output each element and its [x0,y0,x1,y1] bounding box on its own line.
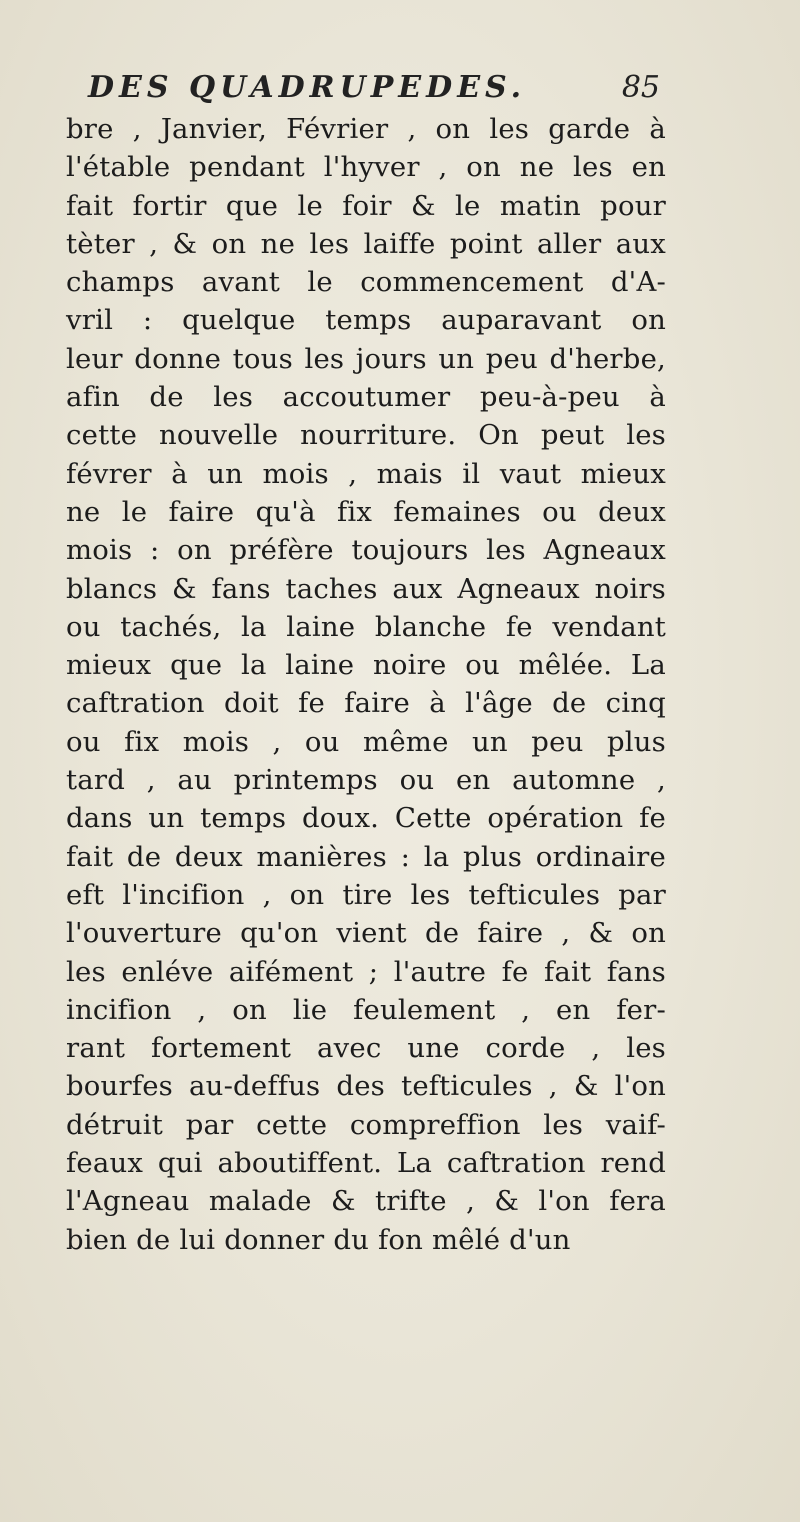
text-line: bien de lui donner du fon mêlé d'un [66,1223,571,1256]
text-line: dans un temps doux. Cette opération fe [66,802,666,835]
body-text [66,110,666,1259]
text-line: champs avant le commencement d'A- [66,266,666,299]
text-line: bre , Janvier, Février , on les garde à [66,113,666,145]
text-line: l'ouverture qu'on vient de faire , & on [66,917,666,950]
text-line: l'étable pendant l'hyver , on ne les en [66,151,666,184]
text-line: incifion , on lie feulement , en fer- [66,993,666,1026]
text-line: eft l'incifion , on tire les tefticules par [66,878,666,911]
page-number: 85 [621,70,660,105]
text-line: afin de les accoutumer peu-à-peu à [66,381,666,414]
running-head [88,70,660,114]
text-line: tard , au printemps ou en automne , [66,764,666,797]
text-line: mois : on préfère toujours les Agneaux [66,534,666,567]
text-line: tèter , & on ne les laiffe point aller aux [66,227,666,260]
text-line: détruit par cette compreffion les vaif- [66,1108,666,1141]
text-line: leur donne tous les jours un peu d'herbe, [66,342,666,375]
text-line: févrer à un mois , mais il vaut mieux [66,457,666,490]
text-line: fait fortir que le foir & le matin pour [66,189,666,222]
text-line: fait de deux manières : la plus ordinaire [66,840,666,873]
text-line: vril : quelque temps auparavant on [66,304,666,337]
text-line: les enléve aifément ; l'autre fe fait fans [66,955,666,988]
text-line: ou tachés, la laine blanche fe vendant [66,610,666,643]
text-line: cette nouvelle nourriture. On peut les [66,419,666,452]
text-line: bourfes au-deffus des tefticules , & l'on [66,1070,666,1103]
text-line: blancs & fans taches aux Agneaux noirs [66,572,666,605]
text-line: ou fix mois , ou même un peu plus [66,725,666,758]
text-line: feaux qui aboutiffent. La caftration rend [66,1147,666,1180]
running-title: DES QUADRUPEDES. [88,70,527,105]
text-line: rant fortement avec une corde , les [66,1032,666,1065]
text-line: ne le faire qu'à fix femaines ou deux [66,495,666,528]
text-line: mieux que la laine noire ou mêlée. La [66,649,666,682]
text-line: l'Agneau malade & trifte , & l'on fera [66,1185,666,1218]
text-line: caftration doit fe faire à l'âge de cinq [66,687,666,720]
